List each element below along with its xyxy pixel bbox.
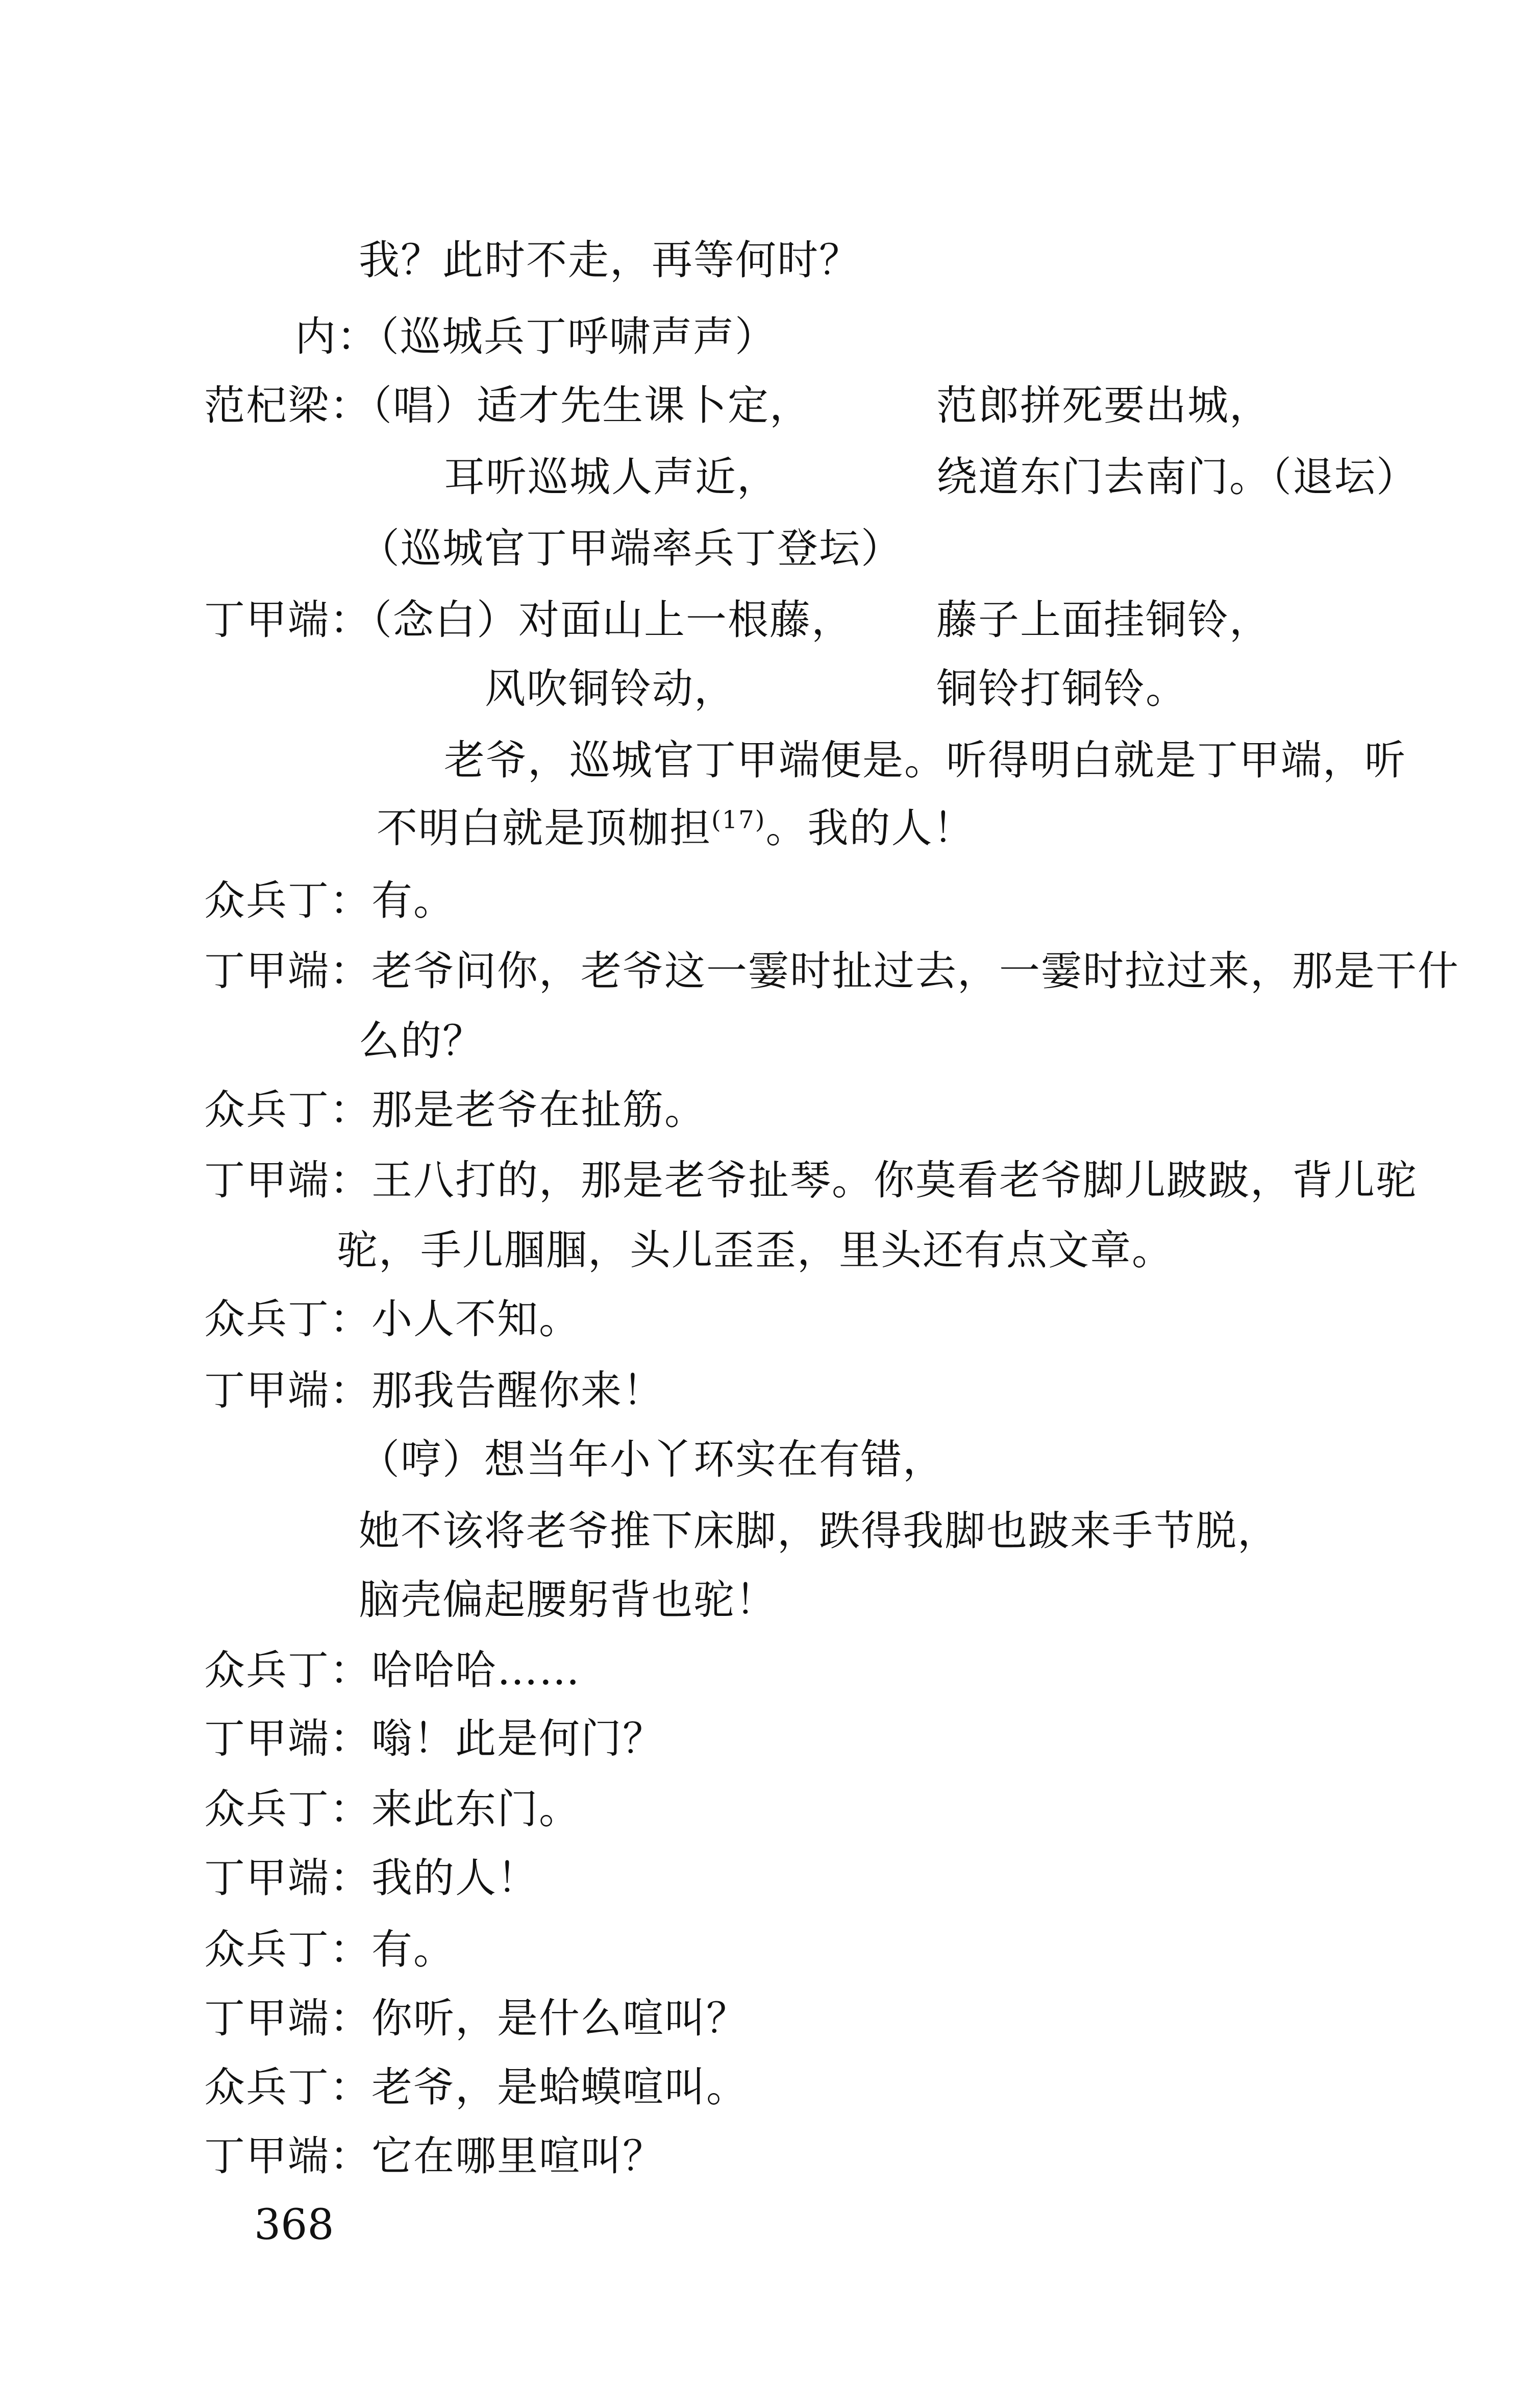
text-line: 内：（巡城兵丁呼啸声声） [295, 313, 777, 360]
text-segment: 。我的人！ [765, 804, 975, 852]
text-line: 范杞梁：（唱）适才先生课卜定， [204, 382, 811, 429]
text-line: 丁甲端：（念白）对面山上一根藤， [204, 596, 853, 644]
text-line: 丁甲端：你听，是什么喧叫？ [204, 1995, 748, 2042]
text-line: 么的？ [359, 1017, 484, 1065]
text-line: 丁甲端：那我告醒你来！ [204, 1367, 664, 1414]
text-line: （巡城官丁甲端率兵丁登坛） [359, 525, 903, 572]
text-line: 众兵丁：哈哈哈…… [204, 1647, 581, 1694]
footnote-marker: (17) [711, 805, 766, 834]
text-line: 丁甲端：我的人！ [204, 1854, 539, 1902]
text-line: 老爷，巡城官丁甲端便是。听得明白就是丁甲端，听 [444, 736, 1406, 784]
text-line: 众兵丁：来此东门。 [204, 1785, 581, 1833]
text-line: 藤子上面挂铜铃， [936, 596, 1271, 644]
text-line: 铜铃打铜铃。 [936, 665, 1187, 713]
text-line: 脑壳偏起腰躬背也驼！ [359, 1576, 777, 1624]
text-line: 众兵丁：那是老爷在扯筋。 [204, 1086, 706, 1134]
text-line: 丁甲端：它在哪里喧叫？ [204, 2132, 664, 2180]
text-line: 绕道东门去南门。（退坛） [936, 453, 1418, 501]
text-line: 驼，手儿腘腘，头儿歪歪，里头还有点文章。 [337, 1226, 1174, 1274]
text-line: 众兵丁：老爷，是蛤蟆喧叫。 [204, 2063, 748, 2111]
text-line: 众兵丁：有。 [204, 877, 455, 924]
text-line: 丁甲端：嗡！此是何门？ [204, 1715, 664, 1762]
text-line: 众兵丁：小人不知。 [204, 1295, 581, 1343]
text-line: 范郎拼死要出城， [936, 382, 1271, 429]
text-line: （哼）想当年小丫环实在有错， [359, 1436, 945, 1483]
text-line: 我？此时不走，再等何时？ [359, 236, 861, 284]
page-number: 368 [254, 2201, 334, 2249]
text-line: 丁甲端：老爷问你，老爷这一霎时扯过去，一霎时拉过来，那是干什 [204, 947, 1459, 995]
text-line: 她不该将老爷推下床脚，跌得我脚也跛来手节脱， [359, 1507, 1279, 1555]
text-line: 风吹铜铃动， [485, 665, 736, 713]
text-line: 众兵丁：有。 [204, 1926, 455, 1973]
text-line: 丁甲端：王八打的，那是老爷扯琴。你莫看老爷脚儿跛跛，背儿驼 [204, 1157, 1418, 1204]
text-line: 耳听巡城人声近， [444, 453, 779, 501]
text-segment: 不明白就是顶枷担 [377, 804, 711, 852]
text-line [377, 800, 975, 856]
